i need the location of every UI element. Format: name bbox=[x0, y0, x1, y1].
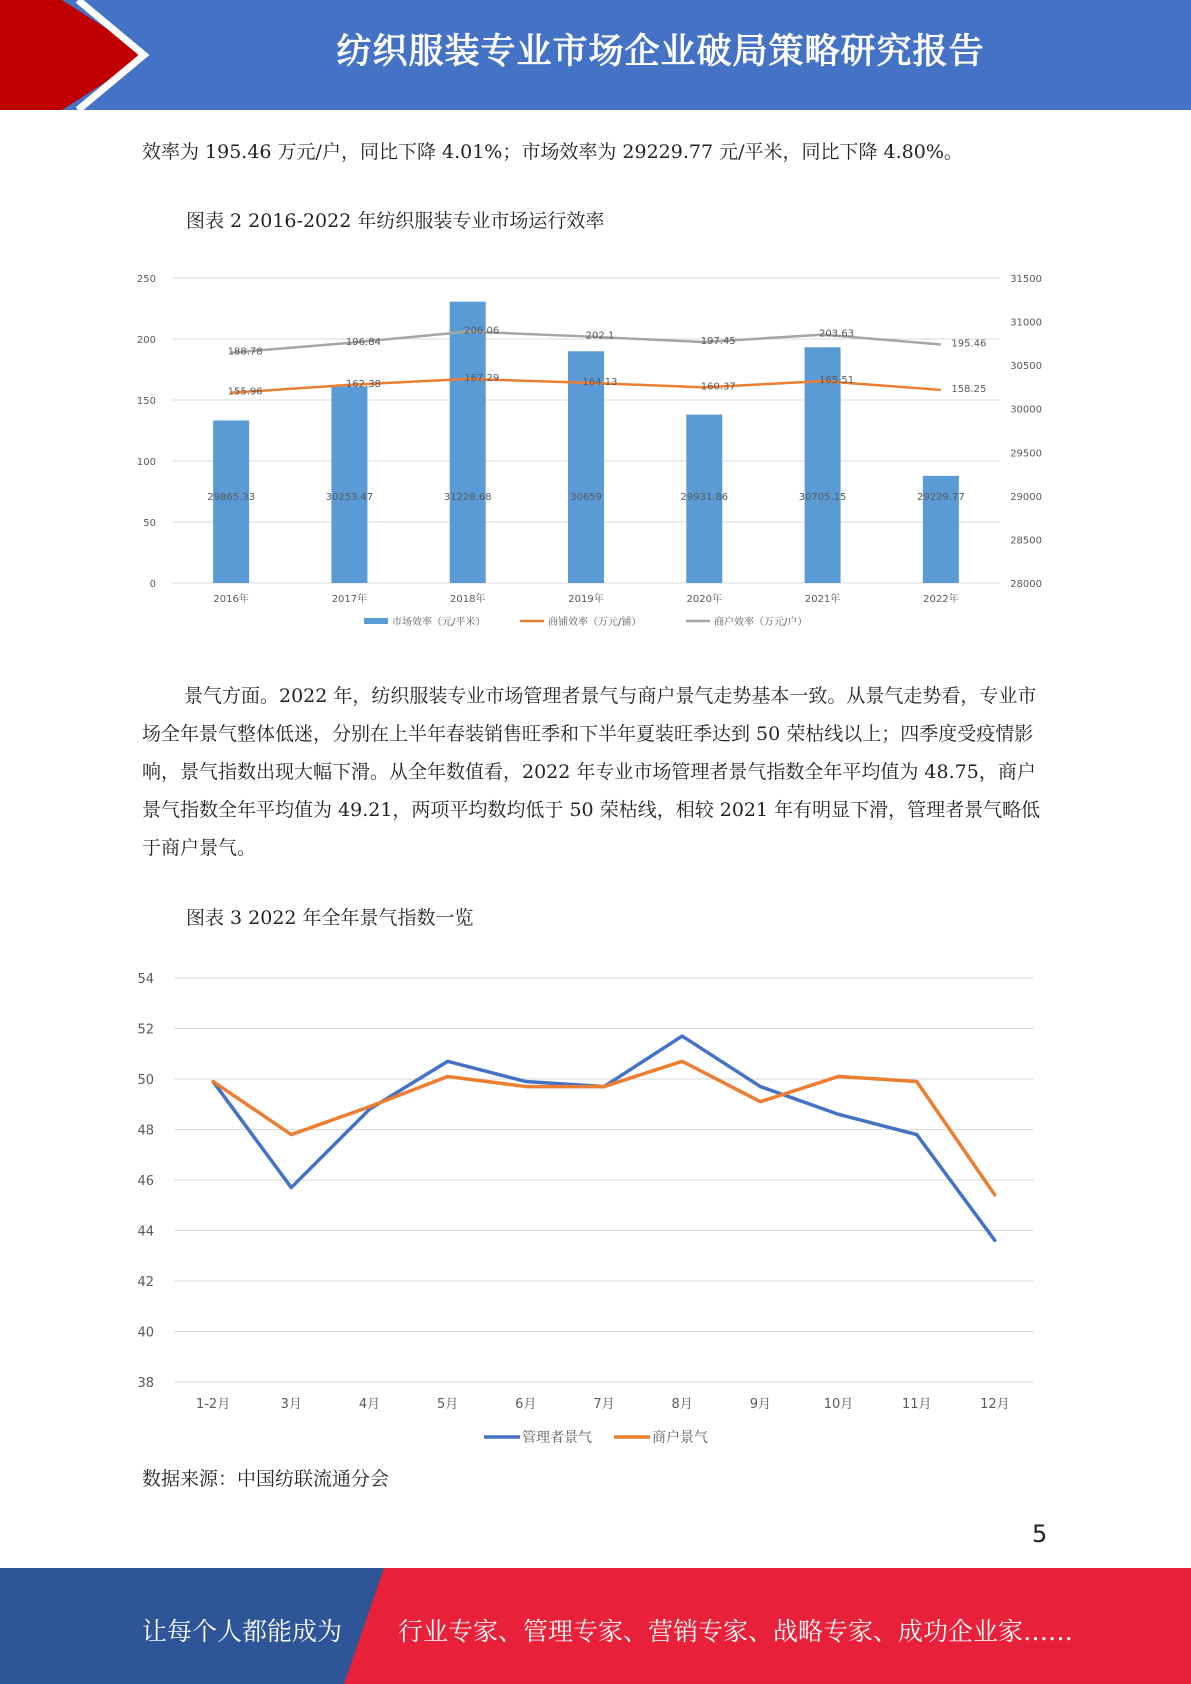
data-point bbox=[212, 1080, 215, 1083]
y-right-tick-label: 31000 bbox=[1010, 317, 1042, 329]
line-data-label: 197.45 bbox=[700, 336, 736, 348]
line-data-label: 165.51 bbox=[819, 375, 855, 387]
header-arrow-decoration bbox=[0, 0, 160, 110]
y-left-tick-label: 200 bbox=[136, 335, 156, 346]
x-tick-label: 2021年 bbox=[804, 594, 841, 605]
series-line bbox=[213, 1036, 995, 1241]
data-point bbox=[446, 1060, 449, 1063]
data-point bbox=[524, 1080, 527, 1083]
line-data-label: 158.25 bbox=[951, 383, 987, 395]
data-point bbox=[759, 1085, 762, 1088]
data-point bbox=[681, 1060, 684, 1063]
y-tick-label: 50 bbox=[137, 1073, 154, 1088]
y-right-tick-label: 28500 bbox=[1010, 535, 1042, 547]
x-tick-label: 2017年 bbox=[331, 594, 368, 605]
data-point bbox=[290, 1133, 293, 1136]
series-line bbox=[213, 1061, 995, 1195]
data-point bbox=[837, 1075, 840, 1078]
y-right-tick-label: 30000 bbox=[1010, 404, 1042, 416]
x-tick-label: 6月 bbox=[515, 1397, 537, 1412]
footer-roles: 行业专家、管理专家、营销专家、战略专家、成功企业家…… bbox=[398, 1617, 1074, 1646]
x-tick-label: 8月 bbox=[671, 1397, 693, 1412]
y-left-tick-label: 150 bbox=[136, 396, 156, 407]
line-data-label: 160.37 bbox=[700, 381, 736, 393]
x-tick-label: 4月 bbox=[358, 1397, 381, 1412]
x-tick-label: 10月 bbox=[823, 1397, 854, 1412]
prosperity-index-chart bbox=[132, 960, 1072, 1460]
data-point bbox=[368, 1105, 371, 1108]
data-point bbox=[915, 1133, 918, 1136]
data-point bbox=[681, 1035, 684, 1038]
x-tick-label: 2019年 bbox=[568, 594, 604, 605]
bar-data-label: 31228.68 bbox=[443, 492, 492, 503]
x-tick-label: 2016年 bbox=[213, 594, 249, 605]
y-right-tick-label: 31500 bbox=[1010, 274, 1042, 285]
x-tick-label: 12月 bbox=[980, 1397, 1010, 1412]
x-tick-label: 2020年 bbox=[686, 594, 723, 605]
bar-data-label: 30705.15 bbox=[798, 492, 847, 503]
paragraph-prosperity: 景气方面。2022 年，纺织服装专业市场管理者景气与商户景气走势基本一致。从景气走势看，专业市场全年景气整体低迷，分别在上半年春装销售旺季和下半年夏装旺季达到 50 荣枯线以上；四季度受疫情影响，景气指数出现大幅下滑。从全年数值看，2022 年专业市场管理者景气指数全年平均值为 48.75，商户景气指数全年平均值为 49.21，两项平均数均低于 50 荣枯线，相较 2021 年有明显下滑，管理者景气略低于商户景气。 bbox=[142, 685, 1041, 859]
bar bbox=[331, 387, 367, 583]
x-tick-label: 1-2月 bbox=[195, 1397, 231, 1412]
legend-label: 市场效率（元/平米） bbox=[392, 617, 486, 628]
data-point bbox=[603, 1085, 606, 1088]
legend-swatch bbox=[364, 618, 388, 624]
paragraph-efficiency: 效率为 195.46 万元/户，同比下降 4.01%；市场效率为 29229.77 元/平米，同比下降 4.80%。 bbox=[142, 141, 963, 163]
data-point bbox=[290, 1186, 293, 1189]
x-tick-label: 7月 bbox=[593, 1397, 615, 1412]
legend-label: 商户景气 bbox=[652, 1430, 708, 1446]
x-tick-label: 11月 bbox=[901, 1397, 932, 1412]
y-left-tick-label: 250 bbox=[136, 274, 156, 285]
y-right-tick-label: 30500 bbox=[1010, 361, 1042, 373]
data-point bbox=[759, 1100, 762, 1103]
data-point bbox=[446, 1075, 449, 1078]
line-data-label: 202.1 bbox=[585, 330, 615, 342]
page-number: 5 bbox=[1032, 1520, 1048, 1548]
y-tick-label: 40 bbox=[137, 1325, 154, 1341]
line-data-label: 196.84 bbox=[345, 336, 381, 348]
x-tick-label: 2022年 bbox=[923, 594, 959, 605]
line-data-label: 203.63 bbox=[819, 328, 855, 340]
report-title: 纺织服装专业市场企业破局策略研究报告 bbox=[336, 32, 985, 72]
line-data-label: 206.06 bbox=[464, 325, 500, 337]
bar-data-label: 30253.47 bbox=[325, 492, 374, 503]
line-data-label: 188.78 bbox=[227, 346, 263, 358]
x-tick-label: 2018年 bbox=[449, 594, 486, 605]
y-tick-label: 38 bbox=[137, 1376, 154, 1391]
legend-label: 商铺效率（万元/铺） bbox=[548, 617, 642, 628]
y-left-tick-label: 50 bbox=[143, 518, 156, 529]
page-header bbox=[0, 0, 1191, 110]
line-data-label: 167.29 bbox=[464, 372, 500, 384]
data-point bbox=[524, 1085, 527, 1088]
x-tick-label: 5月 bbox=[436, 1397, 459, 1412]
footer-slogan: 让每个人都能成为 bbox=[142, 1617, 343, 1646]
x-tick-label: 3月 bbox=[280, 1397, 302, 1412]
y-tick-label: 48 bbox=[137, 1123, 154, 1139]
data-point bbox=[993, 1194, 996, 1197]
bar-data-label: 30659 bbox=[570, 492, 602, 503]
bar-data-label: 29865.33 bbox=[207, 492, 256, 503]
figure2-caption: 图表 2 2016-2022 年纺织服装专业市场运行效率 bbox=[186, 210, 605, 232]
legend-label: 商户效率（万元/户） bbox=[714, 617, 808, 628]
y-tick-label: 46 bbox=[137, 1174, 154, 1189]
line-data-label: 195.46 bbox=[951, 338, 987, 350]
efficiency-chart bbox=[132, 262, 1072, 642]
data-source: 数据来源：中国纺联流通分会 bbox=[142, 1468, 390, 1490]
line-data-label: 155.96 bbox=[227, 386, 263, 398]
y-tick-label: 52 bbox=[137, 1022, 154, 1038]
bar-data-label: 29931.86 bbox=[680, 492, 729, 503]
legend-label: 管理者景气 bbox=[522, 1430, 592, 1446]
data-point bbox=[837, 1113, 840, 1116]
bar-data-label: 29229.77 bbox=[916, 492, 965, 503]
line-data-label: 164.13 bbox=[582, 376, 618, 388]
data-point bbox=[993, 1239, 996, 1242]
y-right-tick-label: 29000 bbox=[1010, 491, 1042, 503]
y-right-tick-label: 28000 bbox=[1010, 579, 1042, 590]
y-right-tick-label: 29500 bbox=[1010, 448, 1042, 460]
y-tick-label: 44 bbox=[137, 1224, 154, 1240]
y-tick-label: 42 bbox=[137, 1275, 154, 1290]
figure3-caption: 图表 3 2022 年全年景气指数一览 bbox=[186, 907, 474, 929]
bar bbox=[450, 302, 486, 583]
line-data-label: 162.38 bbox=[345, 378, 381, 390]
y-tick-label: 54 bbox=[137, 972, 154, 987]
y-left-tick-label: 100 bbox=[136, 457, 156, 468]
y-left-tick-label: 0 bbox=[149, 579, 156, 590]
data-point bbox=[915, 1080, 918, 1083]
x-tick-label: 9月 bbox=[749, 1397, 772, 1412]
